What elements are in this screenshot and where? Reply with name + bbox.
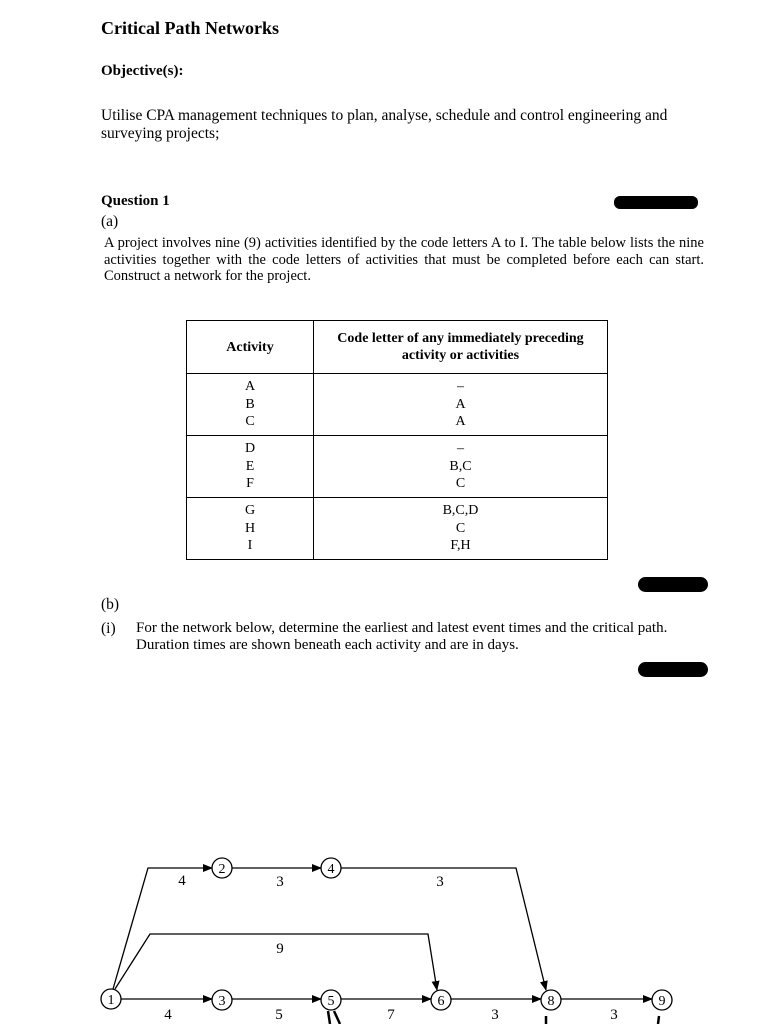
predecessor-code: – <box>457 379 464 395</box>
event-node-1 <box>101 989 121 1009</box>
part-b-i-text: For the network below, determine the earliest and latest event times and the critical path. Duration times are shown beneath each activity and are in days. <box>136 620 668 653</box>
predecessor-code: C <box>455 520 466 536</box>
column-header-activity: Activity <box>187 321 314 374</box>
question-1-heading: Question 1 <box>101 193 170 209</box>
activity-code: G <box>244 503 256 519</box>
event-node-9 <box>652 990 672 1010</box>
event-node-6 <box>431 990 451 1010</box>
svg-text:5: 5 <box>327 994 335 1009</box>
incoming-arrow-fragment <box>658 1016 659 1024</box>
duration-label: 4 <box>178 873 186 889</box>
event-node-3 <box>212 990 232 1010</box>
predecessor-code: B,C <box>449 458 472 474</box>
activity-code: C <box>245 414 255 430</box>
svg-text:4: 4 <box>327 862 335 877</box>
predecessor-code: A <box>455 414 466 430</box>
objectives-text: Utilise CPA management techniques to plan, analyse, schedule and control engineering and surveying projects; <box>101 107 668 142</box>
part-b-label: (b) <box>101 596 120 613</box>
predecessor-code: A <box>455 396 466 412</box>
column-header-predecessors: Code letter of any immediately preceding activity or activities <box>314 321 608 374</box>
duration-label: 7 <box>387 1007 395 1023</box>
activity-code: B <box>245 396 255 412</box>
duration-label: 4 <box>164 1007 172 1023</box>
svg-text:9: 9 <box>658 994 666 1009</box>
activity-code: E <box>245 458 255 474</box>
duration-label: 3 <box>610 1007 618 1023</box>
predecessor-code: C <box>455 476 466 492</box>
activity-code: F <box>246 476 254 492</box>
event-node-4 <box>321 858 341 878</box>
event-node-2 <box>212 858 232 878</box>
duration-label: 3 <box>491 1007 499 1023</box>
activity-arrow-1-2 <box>113 868 212 989</box>
part-a-label: (a) <box>101 213 119 230</box>
activity-code: D <box>244 441 256 457</box>
activity-code: I <box>247 538 253 554</box>
duration-label: 3 <box>436 874 444 890</box>
page-title: Critical Path Networks <box>101 18 279 38</box>
objectives-heading: Objective(s): <box>101 63 184 79</box>
duration-label: 9 <box>276 941 284 957</box>
incoming-arrow-fragment <box>334 1011 340 1024</box>
predecessor-code: – <box>457 441 464 457</box>
duration-label: 3 <box>276 874 284 890</box>
activity-code: H <box>244 520 256 536</box>
network-edges <box>113 868 659 1024</box>
svg-text:8: 8 <box>547 994 555 1009</box>
svg-text:3: 3 <box>218 994 226 1009</box>
svg-text:2: 2 <box>218 862 226 877</box>
predecessor-code: F,H <box>450 538 471 554</box>
duration-label: 5 <box>275 1007 283 1023</box>
event-node-5 <box>321 990 341 1010</box>
incoming-arrow-fragment <box>328 1011 330 1024</box>
svg-text:6: 6 <box>437 994 445 1009</box>
part-b-i-label: (i) <box>101 620 116 637</box>
predecessor-code: B,C,D <box>442 503 479 519</box>
svg-text:1: 1 <box>107 993 115 1008</box>
event-node-8 <box>541 990 561 1010</box>
activity-code: A <box>244 379 256 395</box>
part-a-text: A project involves nine (9) activities identified by the code letters A to I. The table below lists the nine activities together with the code letters of activities that must be completed before each can start. Construct a network for the project. <box>104 235 704 284</box>
